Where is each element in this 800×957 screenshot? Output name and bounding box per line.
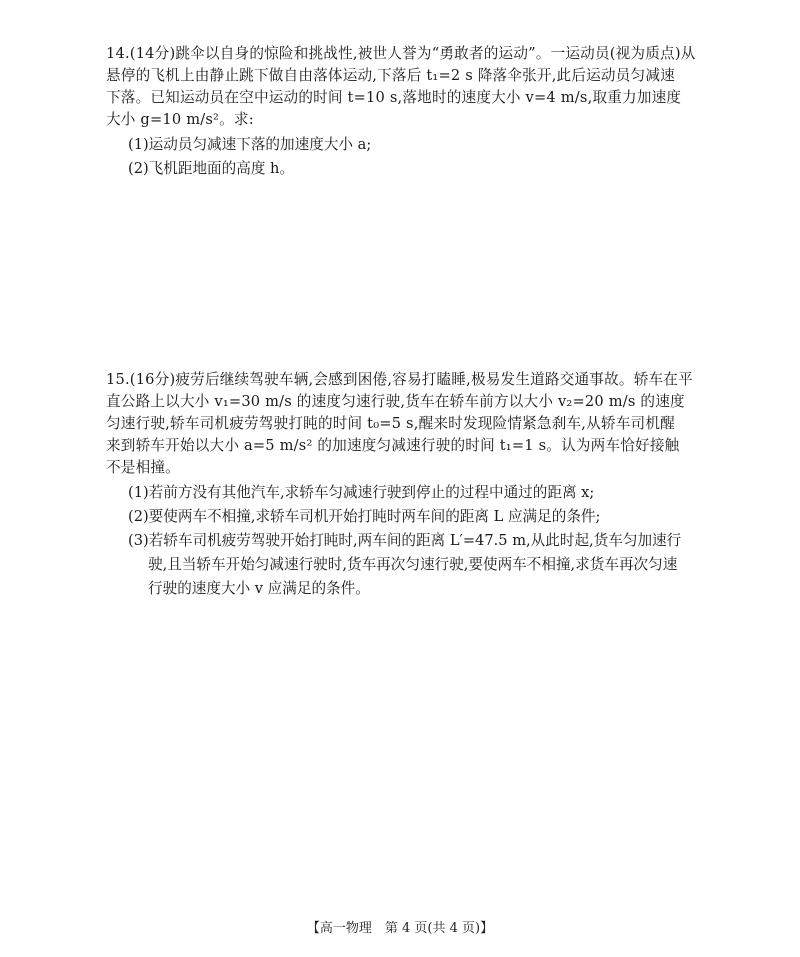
question-15-line-4: 来到轿车开始以大小 a=5 m/s² 的加速度匀减速行驶的时间 t₁=1 s。认为两车恰好接触 [106,437,680,454]
page-footer: 【高一物理 第 4 页(共 4 页)】 [306,921,494,936]
question-14-line-2: 悬停的飞机上由静止跳下做自由落体运动,下落后 t₁=2 s 降落伞张开,此后运动员匀减速 [106,67,675,84]
question-15-line-2: 直公路上以大小 v₁=30 m/s 的速度匀速行驶,货车在轿车前方以大小 v₂=20 m/s 的速度 [106,393,685,410]
question-15-line-5: 不是相撞。 [106,459,180,476]
question-15-part-3-line-3: 行驶的速度大小 v 应满足的条件。 [148,580,370,597]
question-14-line-3: 下落。已知运动员在空中运动的时间 t=10 s,落地时的速度大小 v=4 m/s,取重力加速度 [106,89,682,106]
question-15 [106,369,710,601]
question-14-line-4: 大小 g=10 m/s²。求: [106,111,254,128]
question-14-part-1: (1)运动员匀减速下落的加速度大小 a; [128,136,372,153]
question-15-line-3: 匀速行驶,轿车司机疲劳驾驶打盹的时间 t₀=5 s,醒来时发现险情紧急刹车,从轿车司机醒 [106,415,675,432]
question-15-part-2: (2)要使两车不相撞,求轿车司机开始打盹时两车间的距离 L 应满足的条件; [128,508,601,525]
question-15-part-1: (1)若前方没有其他汽车,求轿车匀减速行驶到停止的过程中通过的距离 x; [128,484,595,501]
question-15-part-3-line-2: 驶,且当轿车开始匀减速行驶时,货车再次匀速行驶,要使两车不相撞,求货车再次匀速 [148,556,678,573]
question-15-line-1: 15.(16分)疲劳后继续驾驶车辆,会感到困倦,容易打瞌睡,极易发生道路交通事故。轿车在平 [106,371,693,388]
question-14-line-1: 14.(14分)跳伞以自身的惊险和挑战性,被世人誉为“勇敢者的运动”。一运动员(视为质点)从 [106,45,696,62]
question-15-part-3-line-1: (3)若轿车司机疲劳驾驶开始打盹时,两车间的距离 L′=47.5 m,从此时起,货车匀加速行 [128,532,682,549]
question-14-part-2: (2)飞机距地面的高度 h。 [128,160,295,177]
question-14 [106,43,710,181]
